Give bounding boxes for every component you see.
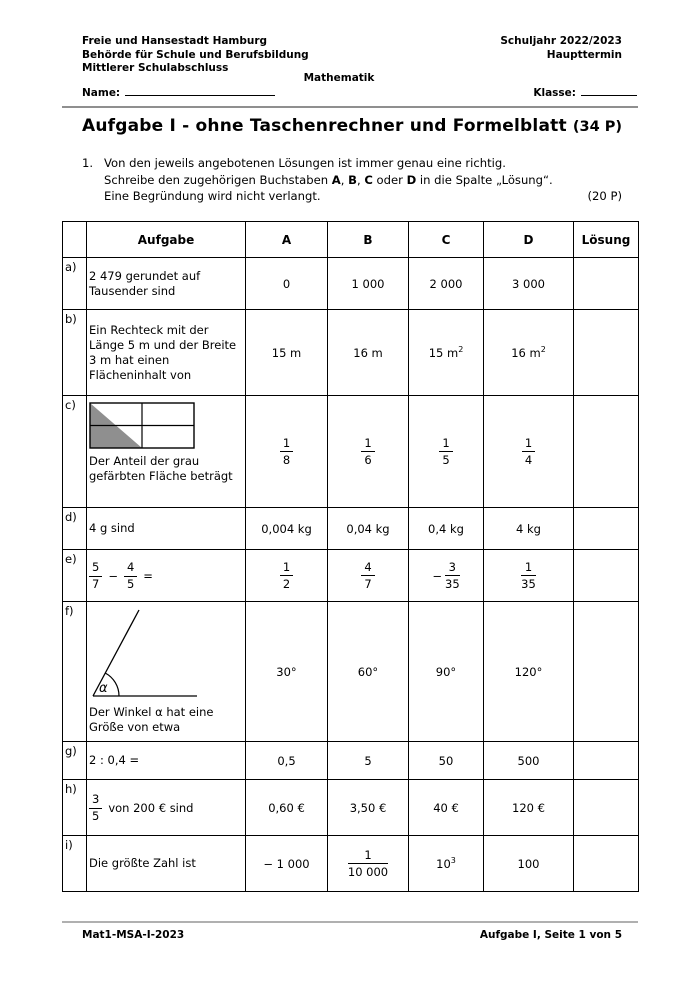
denominator: 10 000 bbox=[347, 864, 389, 879]
answer-d: 3 000 bbox=[484, 258, 574, 310]
col-header-d: D bbox=[484, 222, 574, 258]
row-letter: d) bbox=[63, 508, 87, 550]
task-text: Ein Rechteck mit der Länge 5 m und der Breite 3 m hat einen Flächeninhalt von bbox=[87, 310, 246, 396]
answer-b: 0,04 kg bbox=[328, 508, 409, 550]
solution-cell bbox=[574, 550, 639, 602]
shaded-rectangle-figure bbox=[89, 402, 195, 449]
document-code: Mat1-MSA-I-2023 bbox=[82, 929, 185, 941]
task-text: Der Winkel bbox=[89, 705, 156, 719]
answer-c: 90° bbox=[409, 602, 484, 742]
row-letter: b) bbox=[63, 310, 87, 396]
fraction bbox=[521, 561, 536, 590]
answer-b: 1 000 bbox=[328, 258, 409, 310]
denominator: 35 bbox=[445, 576, 460, 591]
answer-d bbox=[484, 550, 574, 602]
exponent: 2 bbox=[458, 344, 464, 354]
solution-cell bbox=[574, 742, 639, 780]
answer-c bbox=[409, 836, 484, 892]
answer-a bbox=[246, 396, 328, 508]
answer-a: 15 m bbox=[246, 310, 328, 396]
denominator: 7 bbox=[92, 577, 100, 591]
answer-b bbox=[328, 550, 409, 602]
solution-cell bbox=[574, 836, 639, 892]
instruction-line-1 bbox=[82, 155, 622, 172]
schoolyear-label: Schuljahr 2022/2023 bbox=[500, 35, 622, 47]
fraction bbox=[124, 561, 137, 590]
solution-cell bbox=[574, 508, 639, 550]
denominator: 7 bbox=[364, 576, 372, 591]
fraction bbox=[361, 437, 374, 466]
row-letter: a) bbox=[63, 258, 87, 310]
answer-value: 15 m bbox=[428, 345, 459, 360]
answer-b bbox=[328, 836, 409, 892]
answer-a: 0 bbox=[246, 258, 328, 310]
answer-a: 30° bbox=[246, 602, 328, 742]
instruction-text: Schreibe den zugehörigen Buchstaben bbox=[104, 172, 332, 187]
answer-c: 40 € bbox=[409, 780, 484, 836]
answer-b: 3,50 € bbox=[328, 780, 409, 836]
numerator: 1 bbox=[348, 849, 388, 864]
task-title-points: (34 P) bbox=[572, 119, 622, 135]
task-text: Die größte Zahl ist bbox=[87, 836, 246, 892]
answer-b: 5 bbox=[328, 742, 409, 780]
answer-a bbox=[246, 550, 328, 602]
fraction bbox=[361, 561, 374, 590]
answer-value: 16 m bbox=[511, 345, 541, 360]
fraction bbox=[445, 561, 460, 590]
answer-a: 0,5 bbox=[246, 742, 328, 780]
class-label: Klasse: bbox=[533, 87, 576, 99]
numerator: 1 bbox=[280, 561, 293, 576]
instruction-text: oder bbox=[372, 172, 407, 187]
row-letter: i) bbox=[63, 836, 87, 892]
page-header bbox=[82, 35, 622, 76]
task-cell bbox=[87, 396, 246, 508]
answer-d: 120° bbox=[484, 602, 574, 742]
numerator: 4 bbox=[361, 561, 374, 576]
page-footer bbox=[82, 929, 622, 941]
answer-d: 100 bbox=[484, 836, 574, 892]
table-row bbox=[63, 780, 639, 836]
corner-cell bbox=[63, 222, 87, 258]
numerator: 1 bbox=[361, 437, 374, 452]
table-row bbox=[63, 258, 639, 310]
page-indicator: Aufgabe I, Seite 1 von 5 bbox=[479, 929, 622, 941]
denominator: 5 bbox=[442, 452, 450, 467]
numerator: 3 bbox=[445, 561, 460, 576]
table-row bbox=[63, 550, 639, 602]
item-number: 1. bbox=[82, 156, 94, 170]
solution-cell bbox=[574, 258, 639, 310]
instruction-line-3 bbox=[104, 188, 622, 205]
answer-c bbox=[409, 310, 484, 396]
alpha-symbol: α bbox=[155, 705, 163, 719]
numerator: 1 bbox=[439, 437, 452, 452]
choice-letter: B bbox=[348, 172, 357, 187]
task-text: von 200 € sind bbox=[108, 800, 194, 815]
solution-cell bbox=[574, 396, 639, 508]
answer-a: 0,60 € bbox=[246, 780, 328, 836]
multiple-choice-table bbox=[62, 221, 639, 892]
denominator: 8 bbox=[282, 452, 291, 467]
row-letter: c) bbox=[63, 396, 87, 508]
agency-line: Freie und Hansestadt Hamburg bbox=[82, 35, 268, 47]
answer-value: 10 bbox=[436, 856, 451, 871]
angle-figure bbox=[89, 608, 201, 700]
denominator: 35 bbox=[521, 576, 536, 591]
fraction bbox=[280, 437, 293, 466]
task-title-row bbox=[82, 116, 622, 136]
denominator: 6 bbox=[364, 452, 372, 467]
term-label: Haupttermin bbox=[546, 48, 622, 61]
answer-d: 120 € bbox=[484, 780, 574, 836]
answer-b bbox=[328, 396, 409, 508]
col-header-a: A bbox=[246, 222, 328, 258]
subject-title: Mathematik bbox=[303, 72, 375, 84]
answer-d bbox=[484, 396, 574, 508]
table-row bbox=[63, 396, 639, 508]
choice-letter: D bbox=[406, 172, 417, 187]
row-letter: e) bbox=[63, 550, 87, 602]
answer-c: 0,4 kg bbox=[409, 508, 484, 550]
denominator: 4 bbox=[524, 452, 533, 467]
exponent: 3 bbox=[450, 855, 456, 865]
name-class-row bbox=[82, 87, 637, 99]
instruction-line-2 bbox=[104, 172, 622, 189]
signed-fraction bbox=[432, 561, 459, 590]
col-header-aufgabe: Aufgabe bbox=[87, 222, 246, 258]
answer-b: 16 m bbox=[328, 310, 409, 396]
row-letter: g) bbox=[63, 742, 87, 780]
answer-c: 50 bbox=[409, 742, 484, 780]
fraction bbox=[280, 561, 293, 590]
col-header-b: B bbox=[328, 222, 409, 258]
fraction bbox=[522, 437, 535, 466]
class-blank-line bbox=[581, 87, 637, 96]
answer-b: 60° bbox=[328, 602, 409, 742]
alpha-label: α bbox=[99, 681, 108, 696]
agency-line: Behörde für Schule und Berufsbildung bbox=[82, 48, 309, 61]
fraction-expression bbox=[89, 561, 153, 590]
task-cell bbox=[87, 602, 246, 742]
solution-cell bbox=[574, 780, 639, 836]
table-row bbox=[63, 508, 639, 550]
table-row bbox=[63, 310, 639, 396]
numerator: 4 bbox=[124, 561, 137, 576]
exponent: 2 bbox=[540, 344, 546, 354]
answer-a: − 1 000 bbox=[246, 836, 328, 892]
instruction-text: in die Spalte „Lösung“. bbox=[416, 172, 553, 187]
header-divider bbox=[62, 106, 638, 108]
minus-operator: − bbox=[108, 568, 118, 583]
numerator: 1 bbox=[280, 437, 293, 452]
table-row bbox=[63, 602, 639, 742]
table-header-row bbox=[63, 222, 639, 258]
task-text: 2 479 gerundet auf Tausender sind bbox=[87, 258, 246, 310]
denominator: 5 bbox=[126, 577, 135, 591]
choice-letter: A bbox=[331, 172, 341, 187]
name-label: Name: bbox=[82, 87, 121, 99]
name-blank-line bbox=[125, 87, 275, 96]
fraction bbox=[89, 793, 102, 822]
numerator: 1 bbox=[521, 561, 536, 576]
answer-c bbox=[409, 550, 484, 602]
fraction bbox=[348, 849, 388, 878]
task-instructions bbox=[82, 155, 622, 205]
answer-c: 2 000 bbox=[409, 258, 484, 310]
class-field bbox=[533, 87, 637, 99]
solution-cell bbox=[574, 310, 639, 396]
solution-cell bbox=[574, 602, 639, 742]
task-expression bbox=[87, 780, 246, 836]
task-title: Aufgabe I - ohne Taschenrechner und Formelblatt bbox=[82, 116, 567, 136]
instruction-text: , bbox=[340, 172, 349, 187]
fraction bbox=[89, 561, 102, 590]
agency-line: Mittlerer Schulabschluss bbox=[82, 62, 229, 74]
numerator: 1 bbox=[522, 437, 535, 452]
col-header-c: C bbox=[409, 222, 484, 258]
instruction-text: , bbox=[356, 172, 365, 187]
equals-sign: = bbox=[143, 568, 153, 583]
denominator: 5 bbox=[92, 809, 100, 823]
instruction-text: Eine Begründung wird nicht verlangt. bbox=[104, 189, 321, 203]
denominator: 2 bbox=[282, 576, 291, 591]
row-letter: h) bbox=[63, 780, 87, 836]
footer-divider bbox=[62, 921, 638, 923]
minus-sign: − bbox=[432, 568, 442, 583]
answer-d: 4 kg bbox=[484, 508, 574, 550]
header-term-block bbox=[500, 35, 622, 76]
subtask-points: (20 P) bbox=[587, 189, 622, 203]
choice-letter: C bbox=[364, 172, 373, 187]
task-text: hat eine Größe von etwa bbox=[89, 705, 214, 734]
col-header-loesung: Lösung bbox=[574, 222, 639, 258]
answer-d: 500 bbox=[484, 742, 574, 780]
fraction bbox=[439, 437, 452, 466]
table-row bbox=[63, 836, 639, 892]
answer-a: 0,004 kg bbox=[246, 508, 328, 550]
header-agency-block bbox=[82, 35, 309, 76]
name-field bbox=[82, 87, 275, 99]
numerator: 5 bbox=[89, 561, 102, 576]
task-text: Der Anteil der grau gefärbten Fläche beträgt bbox=[89, 454, 233, 483]
row-letter: f) bbox=[63, 602, 87, 742]
task-text: 4 g sind bbox=[87, 508, 246, 550]
task-expression bbox=[87, 550, 246, 602]
table-row bbox=[63, 742, 639, 780]
answer-c bbox=[409, 396, 484, 508]
fraction-expression bbox=[89, 793, 193, 822]
instruction-text: Von den jeweils angebotenen Lösungen ist immer genau eine richtig. bbox=[104, 156, 506, 170]
numerator: 3 bbox=[89, 793, 102, 808]
answer-d bbox=[484, 310, 574, 396]
task-text: 2 : 0,4 = bbox=[87, 742, 246, 780]
